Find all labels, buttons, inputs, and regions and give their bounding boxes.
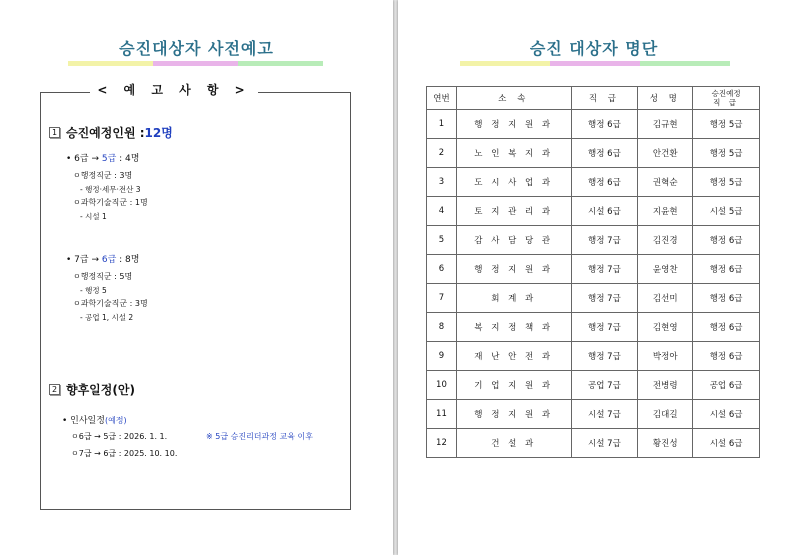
group-7-to-6-head: • 7급 → 6급 : 8명: [66, 255, 140, 265]
cell-department: 복 지 정 책 과: [456, 313, 571, 342]
cell-target-rank: 공업 6급: [693, 371, 760, 400]
list-item: ㅇ과학기술직군 : 3명: [73, 299, 148, 308]
cell-rank: 행정 7급: [571, 342, 638, 371]
title-underline: [460, 61, 730, 66]
cell-name: 김진경: [638, 226, 693, 255]
table-row: [427, 284, 760, 313]
schedule-head: • 인사일정(예정): [62, 416, 127, 426]
cell-rank: 시설 6급: [571, 197, 638, 226]
cell-number: 1: [427, 110, 457, 139]
header-target-rank: 승진예정 직 급: [693, 87, 760, 110]
list-item: - 공업 1, 시설 2: [80, 313, 134, 322]
table-row: [427, 139, 760, 168]
section-2-title: 2 향후일정(안): [49, 381, 135, 398]
cell-department: 토 지 관 리 과: [456, 197, 571, 226]
cell-target-rank: 행정 5급: [693, 110, 760, 139]
promotion-count: 12명: [144, 126, 173, 140]
header-number: 연번: [427, 87, 457, 110]
cell-name: 지윤현: [638, 197, 693, 226]
cell-department: 감 사 담 당 관: [456, 226, 571, 255]
cell-rank: 행정 6급: [571, 168, 638, 197]
list-item: - 행정·세무·전산 3: [80, 185, 141, 194]
table-row: [427, 342, 760, 371]
section-number-box: 2: [49, 384, 60, 395]
cell-rank: 행정 7급: [571, 226, 638, 255]
cell-number: 5: [427, 226, 457, 255]
cell-target-rank: 행정 6급: [693, 284, 760, 313]
cell-name: 전병령: [638, 371, 693, 400]
list-item: ㅇ과학기술직군 : 1명: [73, 198, 148, 207]
cell-name: 김현영: [638, 313, 693, 342]
cell-number: 12: [427, 429, 457, 458]
cell-rank: 행정 7급: [571, 313, 638, 342]
cell-target-rank: 행정 6급: [693, 342, 760, 371]
section-number-box: 1: [49, 127, 60, 138]
table-row: [427, 168, 760, 197]
notice-header: < 예 고 사 항 >: [90, 80, 258, 100]
cell-number: 11: [427, 400, 457, 429]
table-row: [427, 110, 760, 139]
list-item: - 시설 1: [80, 212, 107, 221]
header-name: 성 명: [638, 87, 693, 110]
table-row: [427, 400, 760, 429]
cell-name: 권혁순: [638, 168, 693, 197]
cell-department: 행 정 지 원 과: [456, 400, 571, 429]
cell-department: 기 업 지 원 과: [456, 371, 571, 400]
list-item: ㅇ행정직군 : 3명: [73, 171, 133, 180]
list-item: ㅇ행정직군 : 5명: [73, 272, 133, 281]
left-page: [0, 0, 393, 555]
right-page: [398, 0, 790, 555]
cell-number: 8: [427, 313, 457, 342]
cell-target-rank: 시설 6급: [693, 400, 760, 429]
table-row: [427, 429, 760, 458]
cell-number: 9: [427, 342, 457, 371]
promotion-roster-table: [426, 86, 760, 458]
page-title: 승진 대상자 명단: [529, 39, 659, 58]
table-row: [427, 226, 760, 255]
cell-number: 10: [427, 371, 457, 400]
cell-rank: 행정 6급: [571, 110, 638, 139]
cell-number: 6: [427, 255, 457, 284]
cell-rank: 행정 7급: [571, 284, 638, 313]
table-row: [427, 313, 760, 342]
cell-target-rank: 시설 5급: [693, 197, 760, 226]
list-item: - 행정 5: [80, 286, 107, 295]
cell-department: 행 정 지 원 과: [456, 255, 571, 284]
group-6-to-5-head: • 6급 → 5급 : 4명: [66, 154, 140, 164]
header-rank: 직 급: [571, 87, 638, 110]
page-title: 승진대상자 사전예고: [119, 39, 274, 58]
cell-target-rank: 행정 6급: [693, 313, 760, 342]
cell-department: 노 인 복 지 과: [456, 139, 571, 168]
cell-department: 도 시 사 업 과: [456, 168, 571, 197]
cell-number: 4: [427, 197, 457, 226]
cell-name: 김선미: [638, 284, 693, 313]
cell-rank: 행정 6급: [571, 139, 638, 168]
cell-name: 안건환: [638, 139, 693, 168]
cell-number: 2: [427, 139, 457, 168]
cell-target-rank: 행정 5급: [693, 139, 760, 168]
cell-department: 건 설 과: [456, 429, 571, 458]
cell-name: 김대길: [638, 400, 693, 429]
cell-rank: 시설 7급: [571, 429, 638, 458]
cell-target-rank: 행정 6급: [693, 226, 760, 255]
cell-name: 황진성: [638, 429, 693, 458]
cell-department: 재 난 안 전 과: [456, 342, 571, 371]
title-underline: [68, 61, 323, 66]
table-row: [427, 371, 760, 400]
cell-number: 3: [427, 168, 457, 197]
cell-rank: 공업 7급: [571, 371, 638, 400]
schedule-line-2: ㅇ7급 → 6급 : 2025. 10. 10.: [71, 449, 178, 458]
table-row: [427, 255, 760, 284]
schedule-line-1: ㅇ6급 → 5급 : 2026. 1. 1.: [71, 432, 168, 441]
cell-target-rank: 시설 6급: [693, 429, 760, 458]
table-header-row: [427, 87, 760, 110]
cell-target-rank: 행정 6급: [693, 255, 760, 284]
cell-department: 회 계 과: [456, 284, 571, 313]
cell-name: 김규현: [638, 110, 693, 139]
cell-name: 박정아: [638, 342, 693, 371]
cell-target-rank: 행정 5급: [693, 168, 760, 197]
cell-rank: 시설 7급: [571, 400, 638, 429]
header-department: 소 속: [456, 87, 571, 110]
section-1-title: 1 승진예정인원 : 12명: [49, 124, 173, 141]
cell-rank: 행정 7급: [571, 255, 638, 284]
schedule-note: ※ 5급 승진리더과정 교육 이후: [206, 432, 313, 441]
cell-name: 윤영찬: [638, 255, 693, 284]
cell-number: 7: [427, 284, 457, 313]
cell-department: 행 정 지 원 과: [456, 110, 571, 139]
table-row: [427, 197, 760, 226]
